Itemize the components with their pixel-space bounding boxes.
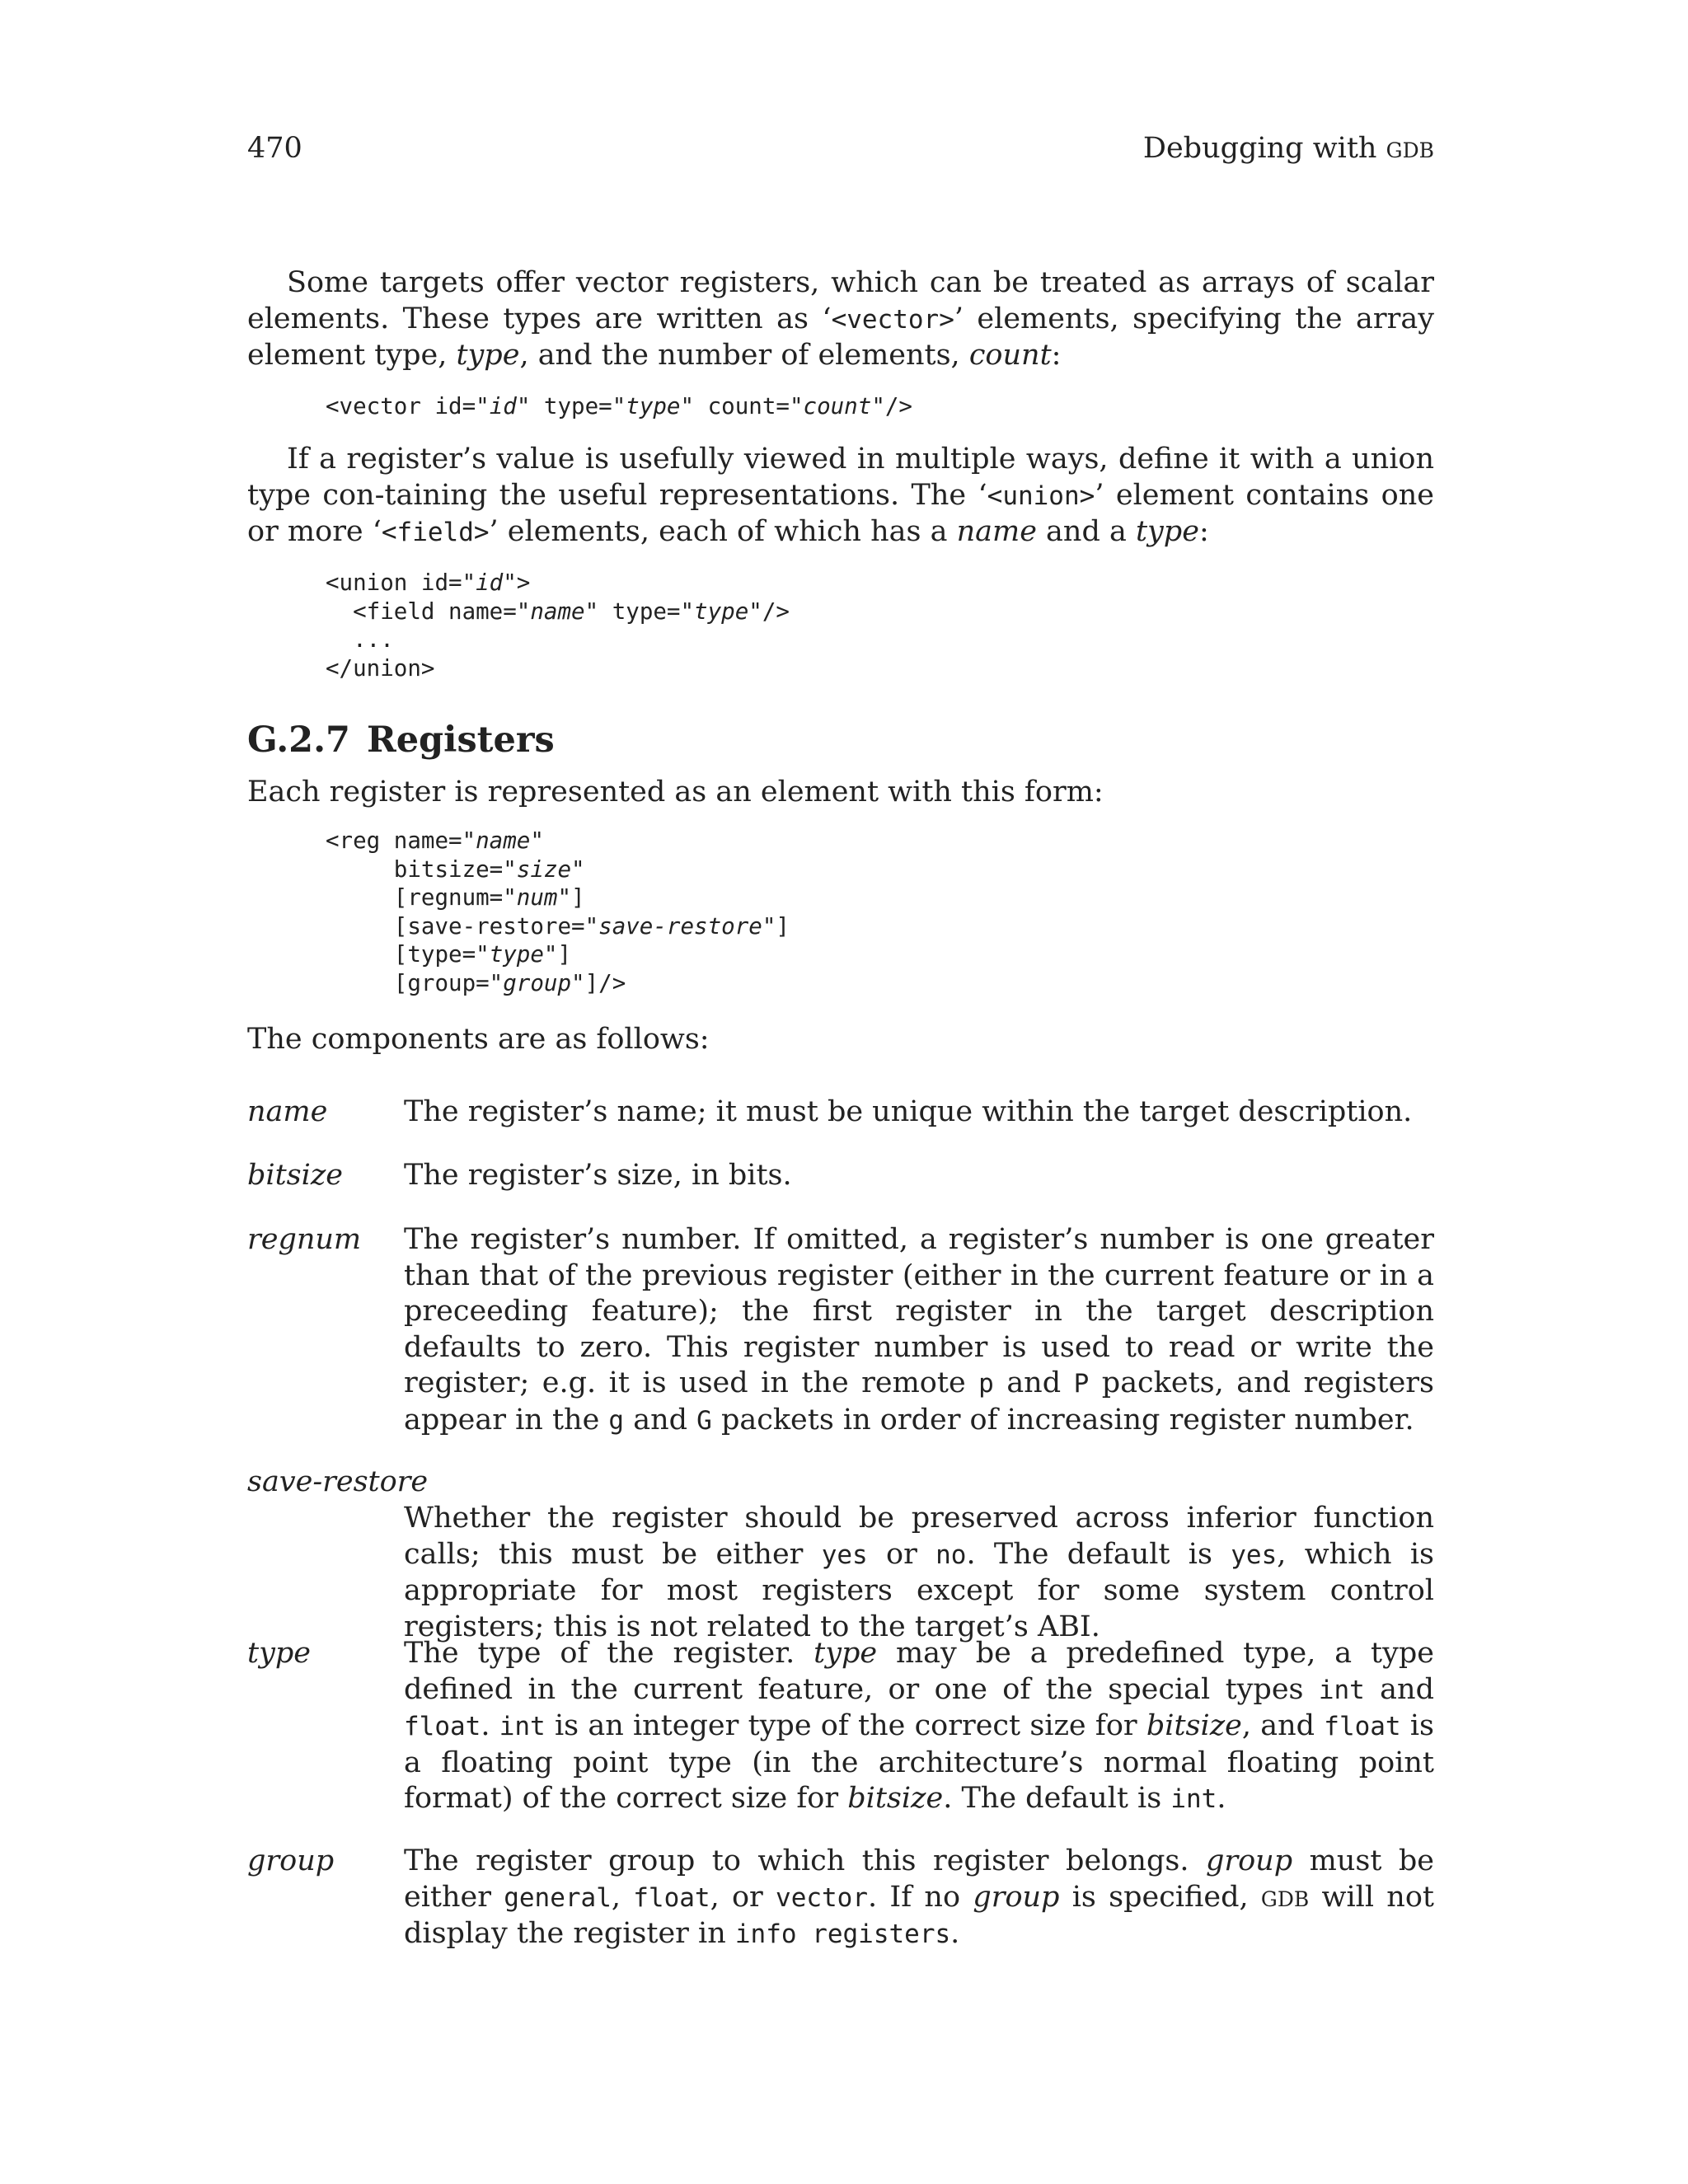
desc-regnum: The register’s number. If omitted, a register’s number is one greater than that of the previous register (either in the current feature or in a preceeding feature); the first register in the target description defaults to zero. This register number is used to read or write the register; e.g. it is used in the remote p and P packets, and registers appear in the g and G packets in order of increasing register number. <box>404 1223 1434 1436</box>
components-intro: The components are as follows: <box>247 1023 710 1056</box>
union-paragraph: If a register’s value is usefully viewed in multiple ways, define it with a union type con-taining the useful representations. The ‘<union>’ element contains one or more ‘<field>’ elements, each of which has a name and a type: <box>247 443 1434 548</box>
vector-paragraph: Some targets offer vector registers, which can be treated as arrays of scalar elements. These types are written as ‘<vector>’ elements, specifying the array element type, type, and the number of elements, count: <box>247 266 1434 372</box>
section-number: G.2.7 <box>247 719 350 761</box>
gdb-small-caps: gdb <box>1386 132 1434 165</box>
gdb-small-caps: gdb <box>1260 1880 1310 1914</box>
inline-code: <union> <box>987 480 1095 511</box>
desc-name: The register’s name; it must be unique within the target description. <box>404 1095 1413 1128</box>
inline-code: <vector> <box>831 304 954 335</box>
term-save-restore: save-restore <box>247 1465 429 1498</box>
desc-group: The register group to which this register belongs. group must be either general, float, or vector. If no group is specified, gdb will not display the register in info registers. <box>404 1844 1435 1950</box>
term-name: name <box>247 1095 328 1128</box>
register-code-example: <reg name="name" bitsize="size" [regnum="num"] [save-restore="save-restore"] [type="type"] [group="group"]/> <box>326 827 790 996</box>
term-type: type <box>247 1637 311 1670</box>
section-heading <box>247 717 555 763</box>
desc-type: The type of the register. type may be a predefined type, a type defined in the current feature, or one of the special types int and float. int is an integer type of the correct size for bitsize, and float is a floating point type (in the architecture’s normal floating point format) of the correct size for bitsize. The default is int. <box>404 1637 1435 1815</box>
desc-save-restore: Whether the register should be preserved across inferior function calls; this must be either yes or no. The default is yes, which is appropriate for most registers except for some system control registers; this is not related to the target’s ABI. <box>404 1502 1434 1643</box>
desc-bitsize: The register’s size, in bits. <box>404 1159 792 1192</box>
union-code-example: <union id="id"> <field name="name" type="type"/> ... </union> <box>326 569 790 682</box>
register-intro: Each register is represented as an element with this form: <box>247 776 1104 808</box>
section-title: Registers <box>366 719 555 761</box>
document-page <box>247 0 1434 2184</box>
running-title: Debugging with gdb <box>1142 132 1434 165</box>
page-number: 470 <box>247 132 302 165</box>
term-regnum: regnum <box>247 1223 362 1256</box>
inline-code: <field> <box>381 518 490 547</box>
vector-code-example: <vector id="id" type="type" count="count"/> <box>326 393 912 419</box>
term-bitsize: bitsize <box>247 1159 343 1192</box>
term-group: group <box>247 1844 335 1877</box>
